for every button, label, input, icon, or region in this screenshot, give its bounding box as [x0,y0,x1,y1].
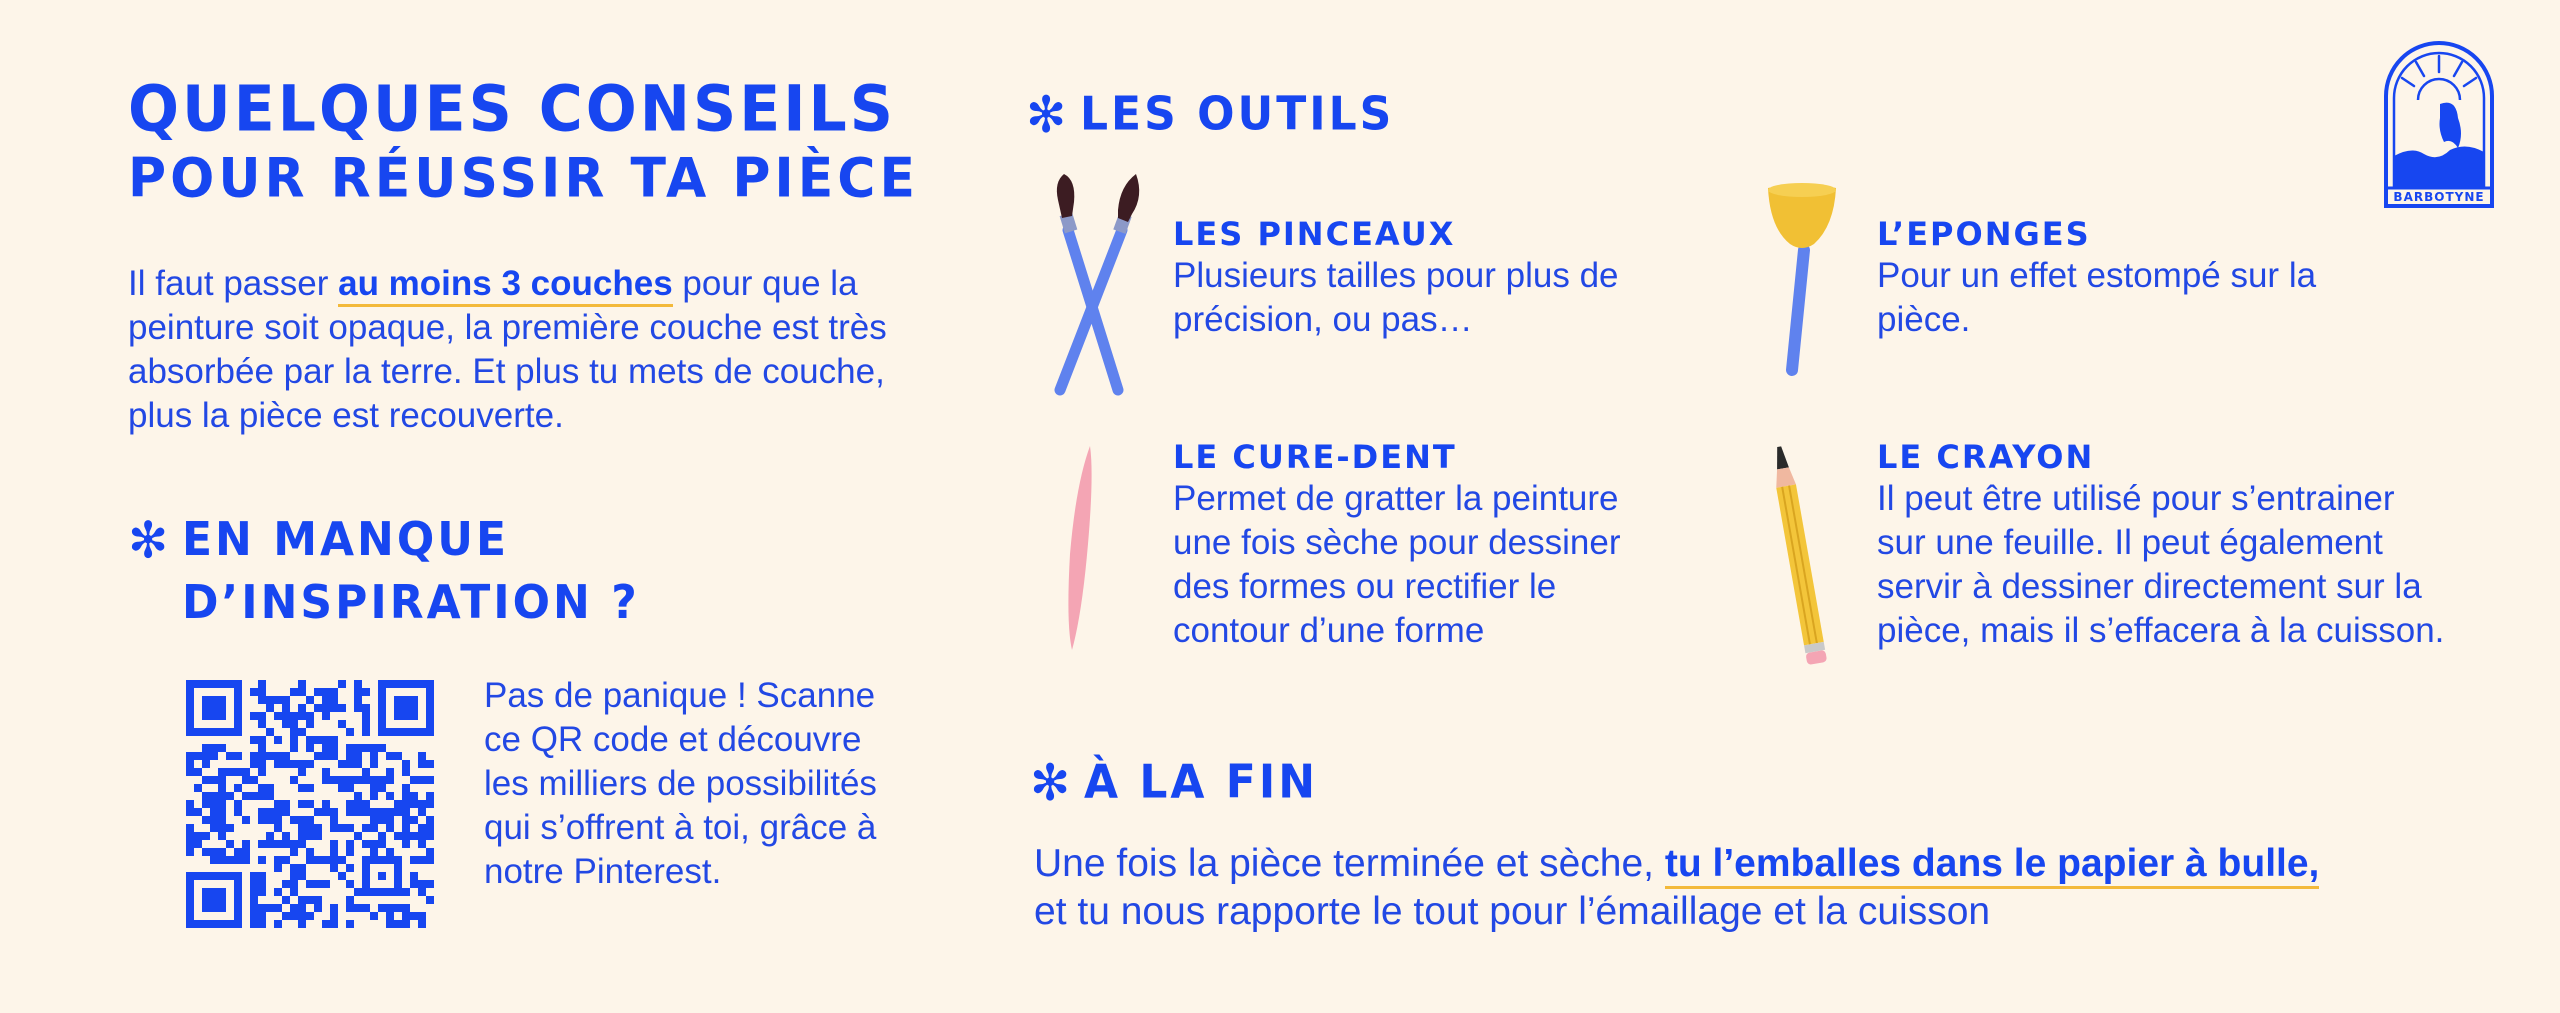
barbotyne-logo [2382,38,2496,210]
end-text-before: Une fois la pièce terminée et sèche, [1034,842,1665,885]
end-text-after: et tu nous rapporte le tout pour l’émaillage et la cuisson [1034,890,1991,933]
asterisk-icon: ✻ [128,511,172,570]
tool-brushes-title: LES PINCEAUX [1173,215,1456,253]
intro-text-after: pour que la peinture soit opaque, la première couche est très absorbée par la terre. Et plus tu mets de couche, plus la pièce est recouverte. [128,264,887,435]
sponge-icon [1762,180,1842,380]
tool-sponge-title: L’EPONGES [1877,215,2091,253]
intro-highlight: au moins 3 couches [338,264,673,307]
asterisk-icon: ✻ [1026,85,1070,145]
intro-text-before: Il faut passer [128,264,339,303]
inspiration-title-line2: D’INSPIRATION ? [182,576,640,630]
intro-paragraph [128,262,888,438]
page-title [128,72,919,214]
toothpick-icon [1060,444,1100,654]
page-title-line1: QUELQUES CONSEILS [128,72,896,147]
page-title-line2: POUR RÉUSSIR TA PIÈCE [128,147,919,211]
tool-pencil-desc: Il peut être utilisé pour s’entrainer sur une feuille. Il peut également servir à dessiner directement sur la pièce, mais il s’effacera à la cuisson. [1877,479,2445,650]
inspiration-heading [128,509,640,635]
inspiration-title-line1: EN MANQUE [182,513,510,567]
tool-toothpick [1173,437,1673,653]
end-title: À LA FIN [1084,755,1319,810]
tool-pencil-title: LE CRAYON [1877,438,2095,476]
tool-sponge-desc: Pour un effet estompé sur la pièce. [1877,256,2317,339]
tool-toothpick-title: LE CURE-DENT [1173,438,1457,476]
tool-brushes-desc: Plusieurs tailles pour plus de précision, ou pas… [1173,256,1619,339]
end-heading [1030,755,1318,812]
logo-emblem [2382,38,2496,210]
asterisk-icon: ✻ [1030,753,1074,813]
tool-pencil [1877,437,2447,653]
pencil-icon [1774,436,1834,670]
tool-toothpick-desc: Permet de gratter la peinture une fois sèche pour dessiner des formes ou rectifier le contour d’une forme [1173,479,1621,650]
end-paragraph [1034,840,2514,936]
inspiration-text: Pas de panique ! Scanne ce QR code et découvre les milliers de possibilités qui s’offrent à toi, grâce à notre Pinterest. [484,676,877,891]
tools-heading [1026,87,1394,144]
tool-sponge [1877,214,2357,342]
end-highlight: tu l’emballes dans le papier à bulle, [1665,842,2320,889]
logo-text: BARBOTYNE [2393,190,2485,204]
qr-code[interactable] [186,680,434,928]
tools-title: LES OUTILS [1080,87,1395,142]
paintbrushes-icon [1040,170,1150,400]
qr-code-image [186,680,434,928]
tool-brushes [1173,214,1653,342]
